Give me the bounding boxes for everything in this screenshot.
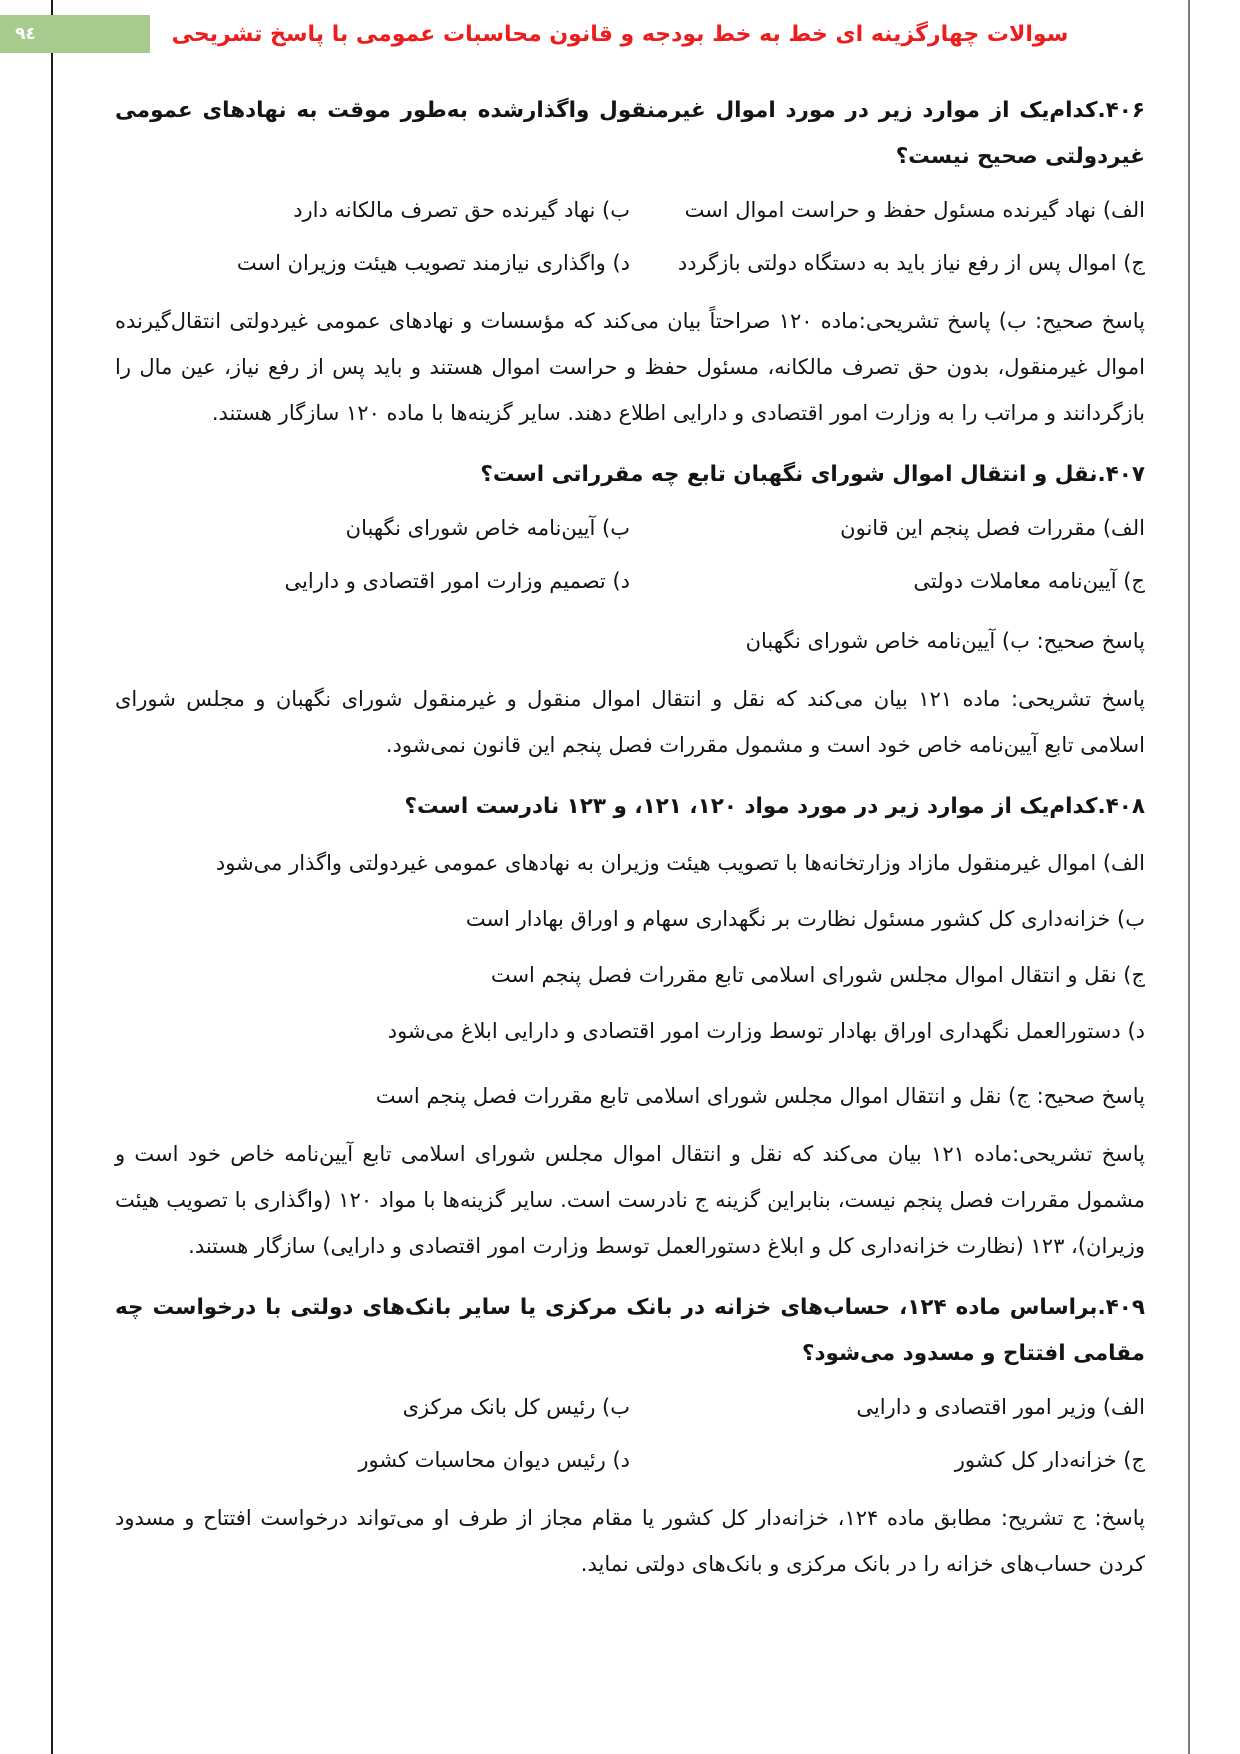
question-409-title: ۴۰۹.براساس ماده ۱۲۴، حساب‌های خزانه در بانک مرکزی یا سایر بانک‌های دولتی با درخواست چه مقامی افتتاح و مسدود می‌شود؟ <box>115 1295 1145 1366</box>
question-406-option-j: ج) اموال پس از رفع نیاز باید به دستگاه دولتی بازگردد <box>677 251 1145 275</box>
question-407-option-a: الف) مقررات فصل پنجم این قانون <box>840 516 1145 540</box>
question-407-explanation: پاسخ تشریحی: ماده ۱۲۱ بیان می‌کند که نقل و انتقال اموال منقول و غیرمنقول شورای نگهبان و مجلس شورای اسلامی تابع آیین‌نامه خاص خود است و مشمول مقررات فصل پنجم این قانون نمی‌شود. <box>115 687 1145 757</box>
question-409-options <box>115 1384 1145 1483</box>
question-408-correct-answer: پاسخ صحیح: ج) نقل و انتقال اموال مجلس شورای اسلامی تابع مقررات فصل پنجم است <box>375 1084 1145 1108</box>
left-page-rule <box>51 0 53 1754</box>
question-406-title: ۴۰۶.کدام‌یک از موارد زیر در مورد اموال غیرمنقول واگذارشده به‌طور موقت به نهادهای عمومی غیردولتی صحیح نیست؟ <box>115 98 1145 169</box>
question-408 <box>115 784 1145 1269</box>
question-407 <box>115 452 1145 768</box>
question-409-option-d: د) رئیس دیوان محاسبات کشور <box>358 1448 630 1472</box>
page-number: ٩٤ <box>15 24 36 44</box>
question-409-option-j: ج) خزانه‌دار کل کشور <box>954 1448 1145 1472</box>
questions-container <box>115 88 1145 1603</box>
question-407-option-b: ب) آیین‌نامه خاص شورای نگهبان <box>345 516 630 540</box>
question-406-option-d: د) واگذاری نیازمند تصویب هیئت وزیران است <box>236 251 630 275</box>
question-406-option-a: الف) نهاد گیرنده مسئول حفظ و حراست اموال است <box>684 198 1145 222</box>
question-406-option-b: ب) نهاد گیرنده حق تصرف مالکانه دارد <box>293 198 630 222</box>
question-408-option-j: ج) نقل و انتقال اموال مجلس شورای اسلامی تابع مقررات فصل پنجم است <box>490 963 1145 987</box>
question-408-option-a: الف) اموال غیرمنقول مازاد وزارتخانه‌ها با تصویب هیئت وزیران به نهادهای عمومی غیردولتی واگذار می‌شود <box>215 851 1145 875</box>
running-header-title: سوالات چهارگزینه ای خط به خط بودجه و قانون محاسبات عمومی با پاسخ تشریحی <box>171 22 1069 47</box>
question-407-options <box>115 505 1145 604</box>
question-409-option-a: الف) وزیر امور اقتصادی و دارایی <box>856 1395 1145 1419</box>
question-408-option-b: ب) خزانه‌داری کل کشور مسئول نظارت بر نگهداری سهام و اوراق بهادار است <box>465 907 1145 931</box>
question-406-explanation: پاسخ صحیح: ب) پاسخ تشریحی:ماده ۱۲۰ صراحتاً بیان می‌کند که مؤسسات و نهادهای عمومی غیردولتی انتقال‌گیرنده اموال غیرمنقول، بدون حق تصرف مالکانه، مسئول حفظ و حراست اموال هستند و باید پس از رفع نیاز، عین مال را بازگردانند و مراتب را به وزارت امور اقتصادی و دارایی اطلاع دهند. سایر گزینه‌ها با ماده ۱۲۰ سازگار هستند. <box>115 309 1145 425</box>
question-409-explanation: پاسخ: ج تشریح: مطابق ماده ۱۲۴، خزانه‌دار کل کشور یا مقام مجاز از طرف او می‌تواند درخواست افتتاح و مسدود کردن حساب‌های خزانه را در بانک مرکزی و بانک‌های دولتی نماید. <box>115 1506 1146 1576</box>
question-408-option-d: د) دستورالعمل نگهداری اوراق بهادار توسط وزارت امور اقتصادی و دارایی ابلاغ می‌شود <box>387 1019 1145 1043</box>
question-408-options <box>115 835 1145 1059</box>
question-407-option-j: ج) آیین‌نامه معاملات دولتی <box>913 569 1145 593</box>
question-407-correct-answer: پاسخ صحیح: ب) آیین‌نامه خاص شورای نگهبان <box>745 629 1145 653</box>
question-409 <box>115 1285 1145 1587</box>
question-406-options <box>115 187 1145 286</box>
question-409-option-b: ب) رئیس کل بانک مرکزی <box>402 1395 630 1419</box>
question-407-option-d: د) تصمیم وزارت امور اقتصادی و دارایی <box>284 569 630 593</box>
question-407-title: ۴۰۷.نقل و انتقال اموال شورای نگهبان تابع چه مقرراتی است؟ <box>480 462 1145 487</box>
right-page-rule <box>1188 0 1190 1754</box>
question-406 <box>115 88 1145 436</box>
question-408-title: ۴۰۸.کدام‌یک از موارد زیر در مورد مواد ۱۲۰، ۱۲۱، و ۱۲۳ نادرست است؟ <box>404 794 1145 819</box>
question-408-explanation: پاسخ تشریحی:ماده ۱۲۱ بیان می‌کند که نقل و انتقال اموال مجلس شورای اسلامی تابع آیین‌نامه خاص خود است و مشمول مقررات فصل پنجم نیست، بنابراین گزینه ج نادرست است. سایر گزینه‌ها با مواد ۱۲۰ (واگذاری با تصویب هیئت وزیران)، ۱۲۳ (نظارت خزانه‌داری کل و ابلاغ دستورالعمل توسط وزارت امور اقتصادی و دارایی) سازگار هستند. <box>115 1142 1146 1258</box>
